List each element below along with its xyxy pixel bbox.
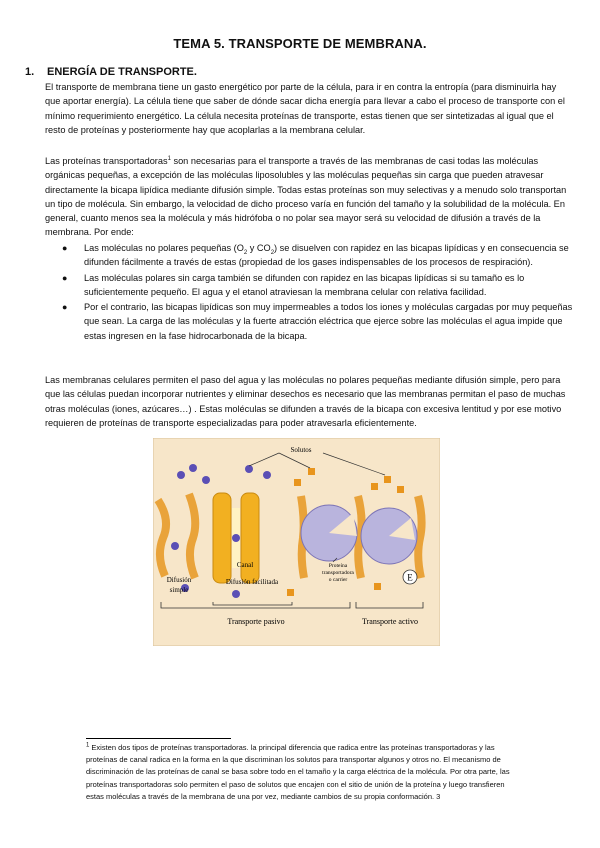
- label-canal: Canal: [236, 561, 254, 569]
- label-carrier-3: o carrier: [328, 577, 348, 583]
- carrier-protein-active: [361, 508, 417, 564]
- bullet-item-3: ● Por el contrario, las bicapas lipídicas son muy impermeables a todos los iones y moléculas cargadas por muy pequeñas que sean. La carga de las moléculas y la fuerte atracción eléctrica que ejerce sobre las moléculas el agua impide que estas ingresen en la fase hidrocarbonada de la bicapa.: [62, 302, 573, 341]
- section-heading: [25, 66, 197, 78]
- bullet-item-1: ● Las moléculas no polares pequeñas ($O_2$ y $CO_2$) se disuelven con rapidez en las bicapas lipídicas y en consecuencia se difunden fácilmente a través de estas (propiedad de los gases indispensables de los procesos de respiración).: [62, 243, 569, 268]
- footnote-reference: 1: [167, 155, 171, 162]
- footnote: [86, 742, 516, 803]
- footnote-divider: [86, 738, 231, 739]
- paragraph-2-rest: son necesarias para el transporte a través de las membranas de casi todas las moléculas orgánicas pequeñas, a excepción de las moléculas liposolubles y las moléculas pequeñas sin carga que pueden atravesar directamente la bicapa lipídica mediante difusión simple. Todas estas proteínas son muy selectivas y a menudo solo transportan un tipo de molécula. Sin embargo, la velocidad de dicho proceso varía en función del tamaño y la solubilidad de la molécula. En general, cuanto menos sea la molécula y más hidrófoba o no polar sea mayor será su velocidad de difusión a través de la membrana. Por ende:: [45, 156, 567, 238]
- bullet-icon: ●: [62, 243, 68, 253]
- footnote-text: Existen dos tipos de proteínas transportadoras. la principal diferencia que radica entre las proteínas transportadoras y las proteínas de canal radica en la forma en la que discriminan los solutos para transportar algunos y otros no. El mecanismo de discriminación de las proteínas de canal se basa sobre todo en el tamaño y la carga eléctrica de la molécula. Por otra parte, las proteínas transportadoras solo permiten el paso de solutos que encajen con el sitio de unión de la proteína y luego transfieren estas moléculas a través de la membrana de una por vez, mediante cambios de su propia conformación. 3: [86, 743, 510, 801]
- carrier-protein-passive: [301, 505, 357, 561]
- bullet-icon: ●: [62, 272, 68, 283]
- label-transporte-activo: Transporte activo: [362, 617, 418, 626]
- footnote-mark: 1: [86, 742, 90, 749]
- paragraph-2: [45, 154, 570, 240]
- label-difusion-2: simple: [169, 586, 189, 594]
- label-difusion-1: Difusión: [166, 576, 192, 584]
- label-transporte-pasivo: Transporte pasivo: [227, 617, 285, 626]
- page-title: TEMA 5. TRANSPORTE DE MEMBRANA.: [173, 36, 427, 51]
- section-number: 1.: [25, 66, 35, 78]
- bullet-list: [60, 241, 575, 344]
- label-solutos: Solutos: [290, 446, 312, 454]
- bullet-icon: ●: [62, 302, 68, 313]
- section-title: ENERGÍA DE TRANSPORTE.: [47, 66, 197, 78]
- label-carrier-2: transportadora: [322, 570, 354, 576]
- membrane-transport-figure: [153, 438, 440, 646]
- label-difusion-facilitada: Difusión facilitada: [225, 578, 279, 586]
- paragraph-1: El transporte de membrana tiene un gasto energético por parte de la célula, para ir en contra la entropía (para disminuirla hay que aportar energía). La célula tiene que saber de dónde sacar dicha energía para llevar a cabo el proceso de transporte con el mínimo requerimiento energético. La célula necesita proteínas de transporte, estas tienen que ser sintetizadas al igual que el resto de proteínas y posteriormente hay que acoplarlas a la membrana celular.: [45, 82, 565, 135]
- paragraph-2-start: Las proteínas transportadoras: [45, 156, 168, 166]
- label-carrier-1: Proteína: [328, 563, 348, 569]
- svg-text:E: E: [407, 572, 413, 583]
- bullet-item-2: ● Las moléculas polares sin carga también se difunden con rapidez en las bicapas lipídicas si su tamaño es lo suficientemente pequeño. El agua y el etanol atraviesan la membrana celular con relativa facilidad.: [62, 272, 525, 297]
- paragraph-3: Las membranas celulares permiten el paso del agua y las moléculas no polares pequeñas mediante difusión simple, pero para que las células puedan incorporar nutrientes y eliminar desechos es necesario que las membranas permitan el paso de muchas otras moléculas (iones, azúcares…) . Estas moléculas se difunden a través de la bicapa con excesiva lentitud y por ese motivo requieren de proteínas de transporte especializadas para poder atravesarla eficientemente.: [45, 375, 566, 428]
- energy-icon: [403, 570, 417, 584]
